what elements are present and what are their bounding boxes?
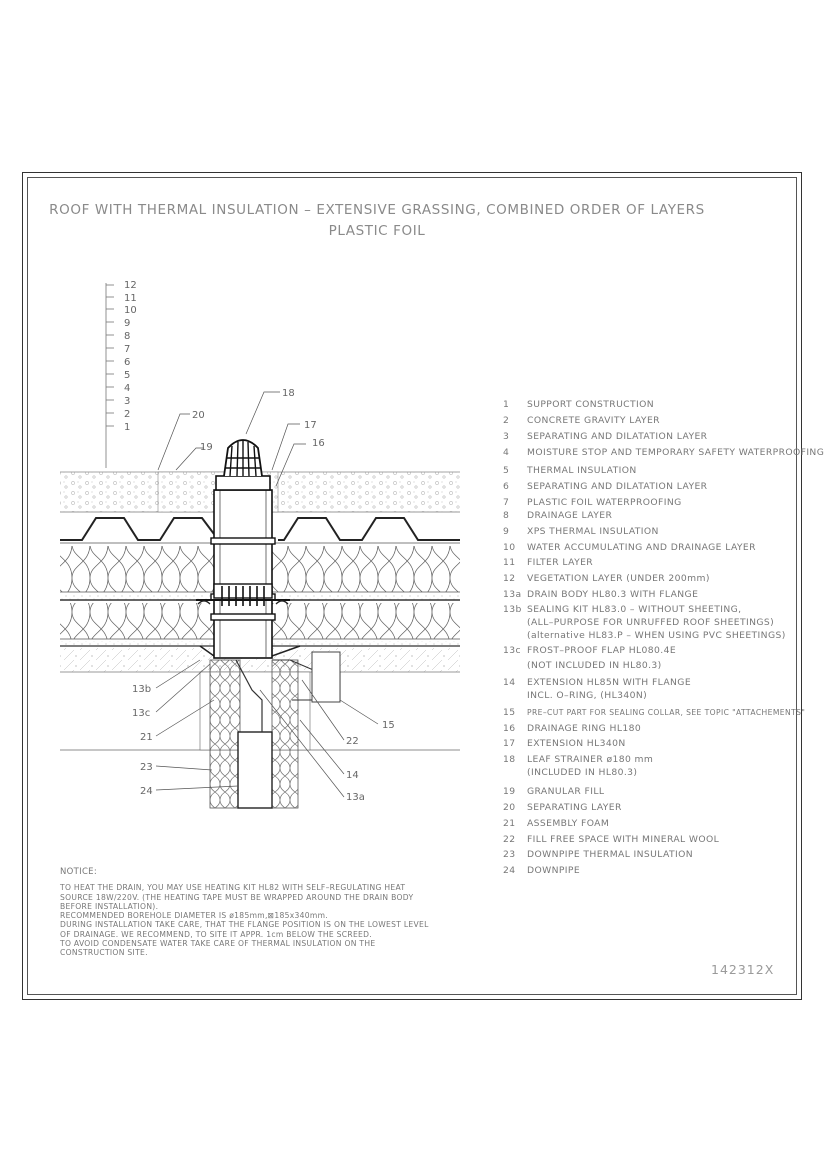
notice-line: RECOMMENDED BOREHOLE DIAMETER IS ø185mm,⊠185x340mm.	[60, 911, 329, 921]
legend-item-11: 11 FILTER LAYER	[503, 557, 594, 568]
callout-17: 17	[304, 420, 317, 431]
title-line-1: ROOF WITH THERMAL INSULATION – EXTENSIVE GRASSING, COMBINED ORDER OF LAYERS	[49, 202, 705, 218]
callout-24: 24	[140, 786, 153, 797]
legend-item-15: 15 PRE–CUT PART FOR SEALING COLLAR, SEE TOPIC "ATTACHEMENTS"	[503, 707, 806, 718]
notice-heading: NOTICE:	[60, 867, 98, 877]
scale-label-1: 1	[124, 422, 131, 433]
legend-item-1: 1 SUPPORT CONSTRUCTION	[503, 399, 655, 410]
callout-19: 19	[200, 442, 213, 453]
callout-22: 22	[346, 736, 359, 747]
notice-line: CONSTRUCTION SITE.	[60, 948, 148, 958]
legend-item-3: 3 SEPARATING AND DILATATION LAYER	[503, 431, 708, 442]
callout-21: 21	[140, 732, 153, 743]
callout-16: 16	[312, 438, 325, 449]
callout-20: 20	[192, 410, 205, 421]
callout-13b: 13b	[132, 684, 152, 695]
notice-line: BEFORE INSTALLATION).	[60, 901, 159, 911]
callout-13a: 13a	[346, 792, 365, 803]
legend-item-22: 22 FILL FREE SPACE WITH MINERAL WOOL	[503, 834, 720, 845]
scale-label-2: 2	[124, 409, 131, 420]
legend-item-13b-line2: (ALL–PURPOSE FOR UNRUFFED ROOF SHEETINGS)	[527, 617, 775, 628]
legend-item-19: 19 GRANULAR FILL	[503, 786, 605, 797]
scale-label-7: 7	[124, 344, 131, 355]
legend-item-6: 6 SEPARATING AND DILATATION LAYER	[503, 481, 708, 492]
legend-item-18-line2: (INCLUDED IN HL80.3)	[527, 767, 638, 778]
scale-label-10: 10	[124, 305, 137, 316]
legend-item-5: 5 THERMAL INSULATION	[503, 465, 637, 476]
scale-label-3: 3	[124, 396, 131, 407]
drawing-code: 142312X	[711, 962, 775, 977]
callout-15: 15	[382, 720, 395, 731]
notice-line: TO HEAT THE DRAIN, YOU MAY USE HEATING KIT HL82 WITH SELF–REGULATING HEAT	[60, 883, 406, 893]
legend-item-12: 12 VEGETATION LAYER (UNDER 200mm)	[503, 573, 710, 584]
scale-label-12: 12	[124, 280, 137, 291]
legend-item-18: 18 LEAF STRAINER ø180 mm	[503, 754, 654, 765]
legend-item-14: 14 EXTENSION HL85N WITH FLANGE	[503, 677, 692, 688]
notice-line: SOURCE 18W/220V. (THE HEATING TAPE MUST BE WRAPPED AROUND THE DRAIN BODY	[60, 892, 414, 902]
scale-label-11: 11	[124, 293, 137, 304]
notice-line: TO AVOID CONDENSATE WATER TAKE CARE OF THERMAL INSULATION ON THE	[60, 939, 376, 949]
legend-item-24: 24 DOWNPIPE	[503, 865, 581, 876]
legend-item-23: 23 DOWNPIPE THERMAL INSULATION	[503, 849, 694, 860]
callout-13c: 13c	[132, 708, 151, 719]
legend-item-2: 2 CONCRETE GRAVITY LAYER	[503, 415, 660, 426]
legend-item-14-line2: INCL. O–RING, (HL340N)	[527, 690, 648, 701]
scale-label-5: 5	[124, 370, 131, 381]
legend-item-20: 20 SEPARATING LAYER	[503, 802, 622, 813]
callout-14: 14	[346, 770, 359, 781]
legend-item-16: 16 DRAINAGE RING HL180	[503, 723, 642, 734]
legend-item-13c: 13c FROST–PROOF FLAP HL080.4E	[503, 645, 677, 656]
notice-line: OF DRAINAGE. WE RECOMMEND, TO SITE IT APPR. 1cm BELOW THE SCREED.	[60, 929, 373, 939]
callout-23: 23	[140, 762, 153, 773]
legend-item-13a: 13a DRAIN BODY HL80.3 WITH FLANGE	[503, 589, 699, 600]
scale-label-9: 9	[124, 318, 131, 329]
legend-item-4: 4 MOISTURE STOP AND TEMPORARY SAFETY WATERPROOFING	[503, 447, 825, 458]
layer-scale	[106, 280, 137, 468]
scale-label-4: 4	[124, 383, 131, 394]
legend-item-13b: 13b SEALING KIT HL83.0 – WITHOUT SHEETING,	[503, 604, 742, 615]
legend-item-13b-line3: (alternative HL83.P – WHEN USING PVC SHEETINGS)	[527, 630, 786, 641]
legend-item-7: 7 PLASTIC FOIL WATERPROOFING	[503, 497, 682, 508]
legend-item-17: 17 EXTENSION HL340N	[503, 738, 626, 749]
legend-item-8: 8 DRAINAGE LAYER	[503, 510, 613, 521]
notice-line: DURING INSTALLATION TAKE CARE, THAT THE FLANGE POSITION IS ON THE LOWEST LEVEL	[60, 920, 429, 930]
legend-item-21: 21 ASSEMBLY FOAM	[503, 818, 610, 829]
legend-item-9: 9 XPS THERMAL INSULATION	[503, 526, 659, 537]
scale-label-8: 8	[124, 331, 131, 342]
scale-label-6: 6	[124, 357, 131, 368]
callout-18: 18	[282, 388, 295, 399]
notice-block	[60, 868, 440, 958]
legend-item-10: 10 WATER ACCUMULATING AND DRAINAGE LAYER	[503, 542, 756, 553]
legend-item-13c-line2: (NOT INCLUDED IN HL80.3)	[527, 660, 662, 671]
title-line-2: PLASTIC FOIL	[328, 223, 426, 239]
